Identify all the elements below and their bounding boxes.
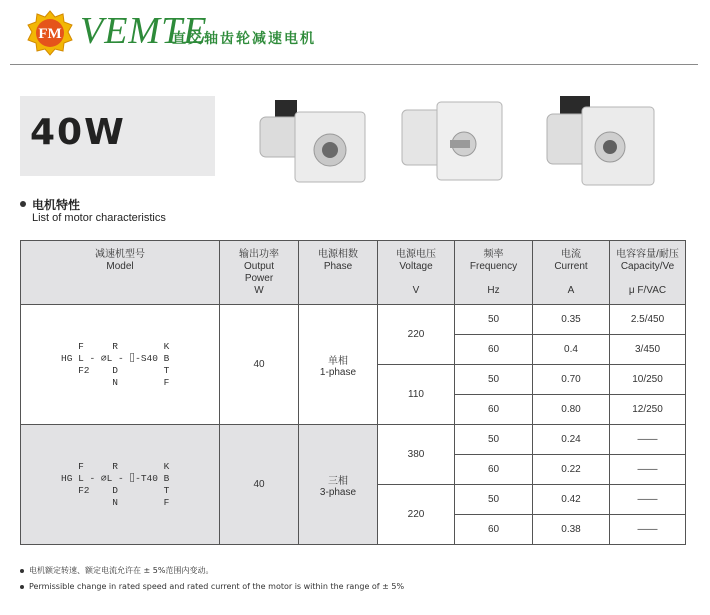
section-title-en: List of motor characteristics (32, 212, 166, 224)
table-row (21, 305, 686, 335)
current-cell: 0.80 (533, 395, 610, 425)
model-cell-three-phase: F R K HG L - ⌀L - ⌷-T40 B F2 D T N F (21, 425, 220, 545)
frequency-cell: 60 (455, 515, 533, 545)
phase-cell: 单相 1-phase (299, 305, 378, 425)
table-header-row (21, 241, 686, 305)
capacity-cell: —— (610, 455, 686, 485)
section-title-zh: 电机特性 (32, 198, 81, 212)
capacity-cell: —— (610, 515, 686, 545)
current-cell: 0.42 (533, 485, 610, 515)
section-bullet-icon (20, 201, 26, 207)
current-cell: 0.4 (533, 335, 610, 365)
footnote-zh: 电机额定转速、额定电流允许在 ± 5%范围内变动。 (20, 565, 213, 576)
voltage-cell: 380 (378, 425, 455, 485)
header-divider (10, 64, 698, 65)
output-cell: 40 (220, 305, 299, 425)
table-row (21, 425, 686, 455)
motor-image-1 (255, 92, 375, 192)
capacity-cell: 2.5/450 (610, 305, 686, 335)
motor-image-3 (542, 92, 662, 192)
current-cell: 0.24 (533, 425, 610, 455)
voltage-cell: 110 (378, 365, 455, 425)
current-cell: 0.35 (533, 305, 610, 335)
frequency-cell: 50 (455, 305, 533, 335)
brand-subtitle: 直交轴齿轮减速电机 (172, 31, 316, 47)
capacity-cell: —— (610, 485, 686, 515)
model-cell-single-phase: F R K HG L - ⌀L - ⌷-S40 B F2 D T N F (21, 305, 220, 425)
header-phase: 电源相数 Phase (299, 241, 378, 305)
header-capacity: 电容容量/耐压 Capacity/Ve μ F/VAC (610, 241, 686, 305)
header-voltage: 电源电压 Voltage V (378, 241, 455, 305)
frequency-cell: 50 (455, 425, 533, 455)
header-current: 电流 Current A (533, 241, 610, 305)
current-cell: 0.22 (533, 455, 610, 485)
brand-name: VEMTE (80, 10, 208, 52)
capacity-cell: 12/250 (610, 395, 686, 425)
header-frequency: 频率 Frequency Hz (455, 241, 533, 305)
current-cell: 0.70 (533, 365, 610, 395)
frequency-cell: 60 (455, 455, 533, 485)
output-cell: 40 (220, 425, 299, 545)
logo-text: FM (38, 26, 62, 42)
current-cell: 0.38 (533, 515, 610, 545)
voltage-cell: 220 (378, 485, 455, 545)
footnote-bullet-icon (20, 569, 24, 573)
brand-logo (27, 10, 73, 56)
voltage-cell: 220 (378, 305, 455, 365)
motor-image-2 (392, 92, 512, 192)
page-title: 40W (30, 112, 126, 153)
header-model: 减速机型号 Model (21, 241, 220, 305)
header-output: 输出功率 Output Power W (220, 241, 299, 305)
footnote-bullet-icon (20, 585, 24, 589)
capacity-cell: 3/450 (610, 335, 686, 365)
capacity-cell: —— (610, 425, 686, 455)
frequency-cell: 50 (455, 365, 533, 395)
frequency-cell: 50 (455, 485, 533, 515)
characteristics-table (20, 240, 686, 545)
footnote-en: Permissible change in rated speed and rated current of the motor is within the range of ± 5% (20, 582, 404, 591)
phase-cell: 三相 3-phase (299, 425, 378, 545)
capacity-cell: 10/250 (610, 365, 686, 395)
frequency-cell: 60 (455, 335, 533, 365)
frequency-cell: 60 (455, 395, 533, 425)
